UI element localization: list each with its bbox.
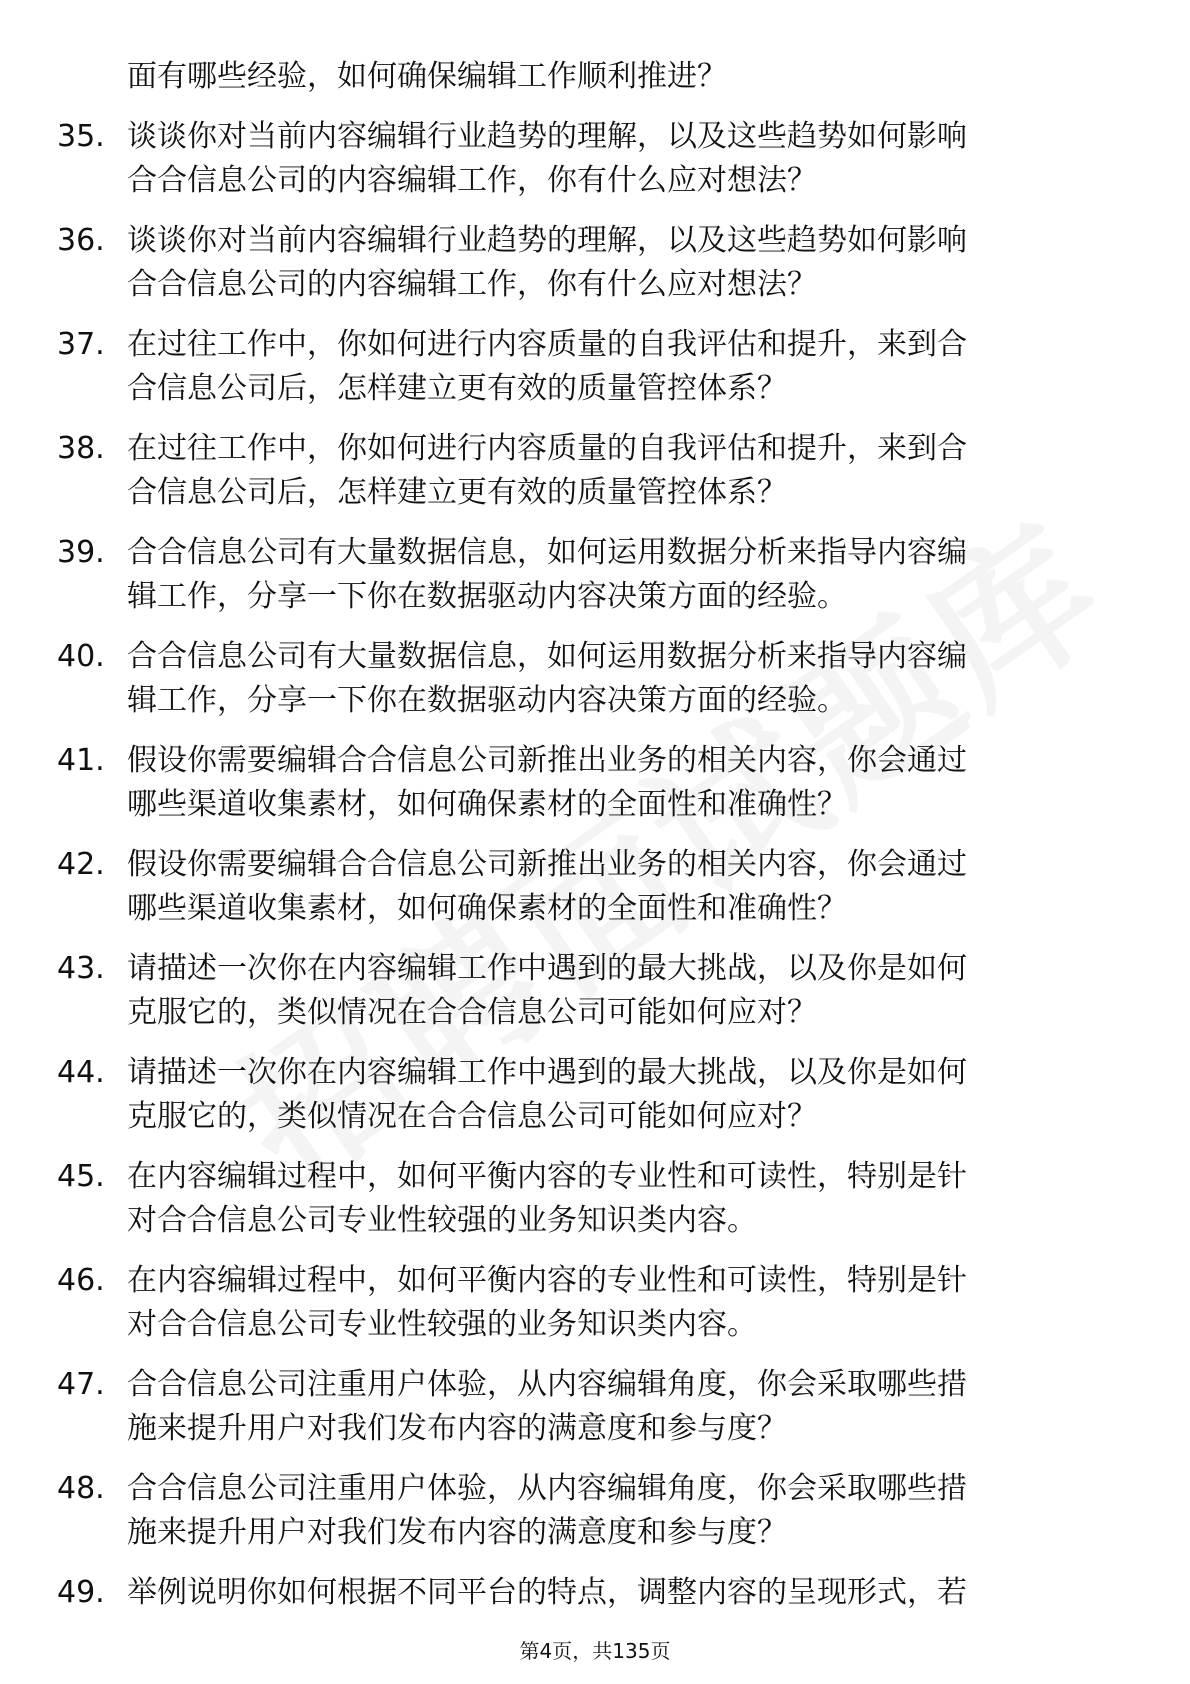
- question-text-line: 假设你需要编辑合合信息公司新推出业务的相关内容，你会通过: [127, 847, 967, 882]
- question-item: [0, 1259, 1190, 1363]
- question-text-line: 克服它的，类似情况在合合信息公司可能如何应对？: [127, 1099, 817, 1134]
- question-item: [0, 635, 1190, 739]
- question-number: 49.: [57, 1575, 105, 1610]
- question-text-line: 请描述一次你在内容编辑工作中遇到的最大挑战，以及你是如何: [127, 1055, 967, 1090]
- question-text: [127, 1363, 1117, 1451]
- question-text-line: 假设你需要编辑合合信息公司新推出业务的相关内容，你会通过: [127, 743, 967, 778]
- question-item: [0, 115, 1190, 219]
- question-item: [0, 947, 1190, 1051]
- question-text-line: 哪些渠道收集素材，如何确保素材的全面性和准确性？: [127, 891, 847, 926]
- question-number: 39.: [57, 535, 105, 570]
- question-text-line: 施来提升用户对我们发布内容的满意度和参与度？: [127, 1411, 787, 1446]
- question-number: 43.: [57, 951, 105, 986]
- question-text-line: 合合信息公司的内容编辑工作，你有什么应对想法？: [127, 163, 817, 198]
- question-item: [0, 739, 1190, 843]
- question-number: 36.: [57, 223, 105, 258]
- question-text: [127, 947, 1117, 1035]
- question-text-line: 合合信息公司注重用户体验，从内容编辑角度，你会采取哪些措: [127, 1367, 967, 1402]
- question-text-line: 合合信息公司注重用户体验，从内容编辑角度，你会采取哪些措: [127, 1471, 967, 1506]
- question-number: 35.: [57, 119, 105, 154]
- question-number: 45.: [57, 1159, 105, 1194]
- question-text-line: 对合合信息公司专业性较强的业务知识类内容。: [127, 1307, 757, 1342]
- question-number: 47.: [57, 1367, 105, 1402]
- question-text-line: 在内容编辑过程中，如何平衡内容的专业性和可读性，特别是针: [127, 1159, 967, 1194]
- question-number: 41.: [57, 743, 105, 778]
- question-item: [0, 219, 1190, 323]
- question-item: [0, 427, 1190, 531]
- question-text-line: 合合信息公司有大量数据信息，如何运用数据分析来指导内容编: [127, 639, 967, 674]
- question-text-line: 对合合信息公司专业性较强的业务知识类内容。: [127, 1203, 757, 1238]
- question-text-line: 在过往工作中，你如何进行内容质量的自我评估和提升，来到合: [127, 327, 967, 362]
- question-number: 40.: [57, 639, 105, 674]
- question-text: [127, 1051, 1117, 1139]
- question-text-line: 合合信息公司有大量数据信息，如何运用数据分析来指导内容编: [127, 535, 967, 570]
- question-text: [127, 1155, 1117, 1243]
- question-number: 38.: [57, 431, 105, 466]
- question-text-line: 合信息公司后，怎样建立更有效的质量管控体系？: [127, 371, 787, 406]
- question-text: [127, 1571, 1117, 1615]
- question-text: [127, 843, 1117, 931]
- question-text-line: 合信息公司后，怎样建立更有效的质量管控体系？: [127, 475, 787, 510]
- question-number: 42.: [57, 847, 105, 882]
- question-item: [0, 1051, 1190, 1155]
- question-item: [0, 323, 1190, 427]
- question-text: [127, 1259, 1117, 1347]
- question-item: [0, 1155, 1190, 1259]
- question-text: [127, 739, 1117, 827]
- question-list: [0, 115, 1190, 1675]
- page-footer: 第4页，共135页: [519, 1639, 671, 1663]
- question-text-line: 辑工作，分享一下你在数据驱动内容决策方面的经验。: [127, 683, 847, 718]
- question-text: [127, 531, 1117, 619]
- question-item: [0, 1467, 1190, 1571]
- continued-question-text: 面有哪些经验，如何确保编辑工作顺利推进？: [127, 59, 727, 94]
- question-number: 44.: [57, 1055, 105, 1090]
- question-item: [0, 843, 1190, 947]
- question-text-line: 合合信息公司的内容编辑工作，你有什么应对想法？: [127, 267, 817, 302]
- question-text-line: 辑工作，分享一下你在数据驱动内容决策方面的经验。: [127, 579, 847, 614]
- question-text-line: 在过往工作中，你如何进行内容质量的自我评估和提升，来到合: [127, 431, 967, 466]
- question-number: 37.: [57, 327, 105, 362]
- question-text: [127, 427, 1117, 515]
- question-number: 48.: [57, 1471, 105, 1506]
- question-text: [127, 1467, 1117, 1555]
- question-text: [127, 635, 1117, 723]
- question-text-line: 谈谈你对当前内容编辑行业趋势的理解，以及这些趋势如何影响: [127, 223, 967, 258]
- question-text-line: 克服它的，类似情况在合合信息公司可能如何应对？: [127, 995, 817, 1030]
- question-text: [127, 323, 1117, 411]
- question-text-line: 在内容编辑过程中，如何平衡内容的专业性和可读性，特别是针: [127, 1263, 967, 1298]
- question-text-line: 谈谈你对当前内容编辑行业趋势的理解，以及这些趋势如何影响: [127, 119, 967, 154]
- question-text: [127, 219, 1117, 307]
- question-text-line: 请描述一次你在内容编辑工作中遇到的最大挑战，以及你是如何: [127, 951, 967, 986]
- question-text-line: 哪些渠道收集素材，如何确保素材的全面性和准确性？: [127, 787, 847, 822]
- question-text: [127, 115, 1117, 203]
- question-text-line: 举例说明你如何根据不同平台的特点，调整内容的呈现形式，若: [127, 1575, 967, 1610]
- question-item: [0, 1363, 1190, 1467]
- question-number: 46.: [57, 1263, 105, 1298]
- question-text-line: 施来提升用户对我们发布内容的满意度和参与度？: [127, 1515, 787, 1550]
- question-item: [0, 531, 1190, 635]
